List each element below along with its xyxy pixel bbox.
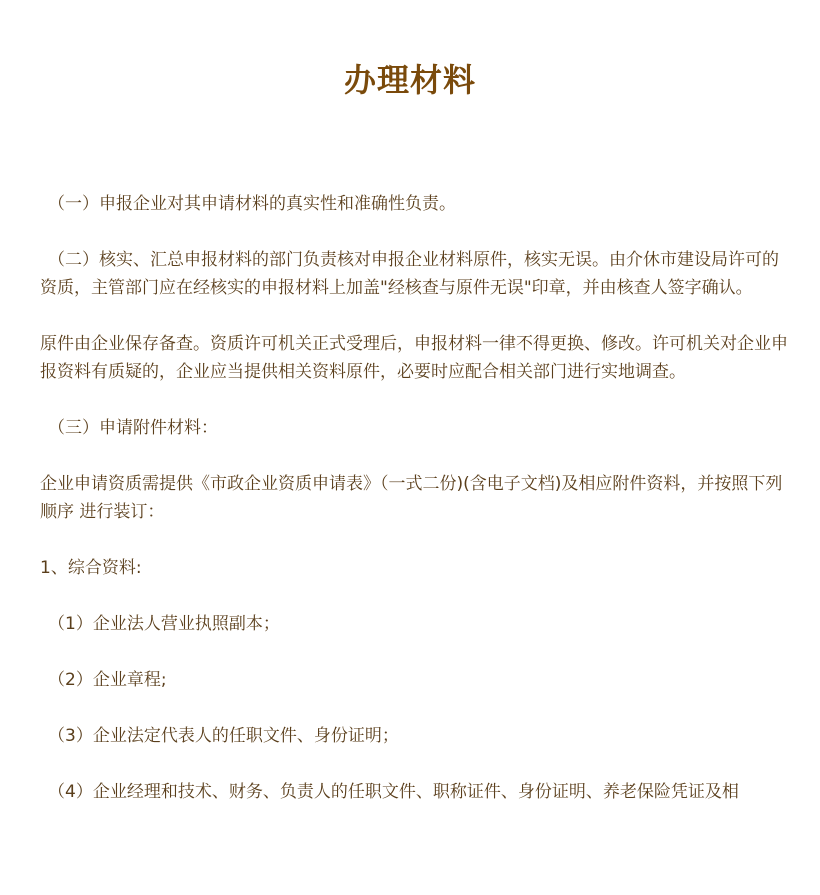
- paragraph-originals: 原件由企业保存备查。资质许可机关正式受理后，申报材料一律不得更换、修改。许可机关对企业申报资料有质疑的，企业应当提供相关资料原件，必要时应配合相关部门进行实地调查。: [40, 334, 788, 382]
- list-item: （3）企业法定代表人的任职文件、身份证明；: [48, 726, 399, 746]
- paragraph-application-form: 企业申请资质需提供《市政企业资质申请表》（一式二份)(含电子文档)及相应附件资料，并按照下列顺序 进行装订：: [40, 474, 783, 522]
- list-item: （2）企业章程;: [48, 670, 167, 690]
- paragraph-responsibility: （一）申报企业对其申请材料的真实性和准确性负责。: [48, 194, 456, 214]
- paragraph-verification: （二）核实、汇总申报材料的部门负责核对申报企业材料原件，核实无误。由介休市建设局许可的资质，主管部门应在经核实的申报材料上加盖"经核查与原件无误"印章，并由核查人签字确认。: [40, 250, 779, 298]
- document-body: [40, 190, 790, 806]
- list-item: （4）企业经理和技术、财务、负责人的任职文件、职称证件、身份证明、养老保险凭证及相: [48, 782, 739, 802]
- paragraph-attachments-heading: （三）申请附件材料：: [48, 418, 218, 438]
- list-heading-general: 1、综合资料:: [40, 558, 142, 578]
- page-title: 办理材料: [343, 61, 476, 99]
- list-item: （1）企业法人营业执照副本；: [48, 614, 280, 634]
